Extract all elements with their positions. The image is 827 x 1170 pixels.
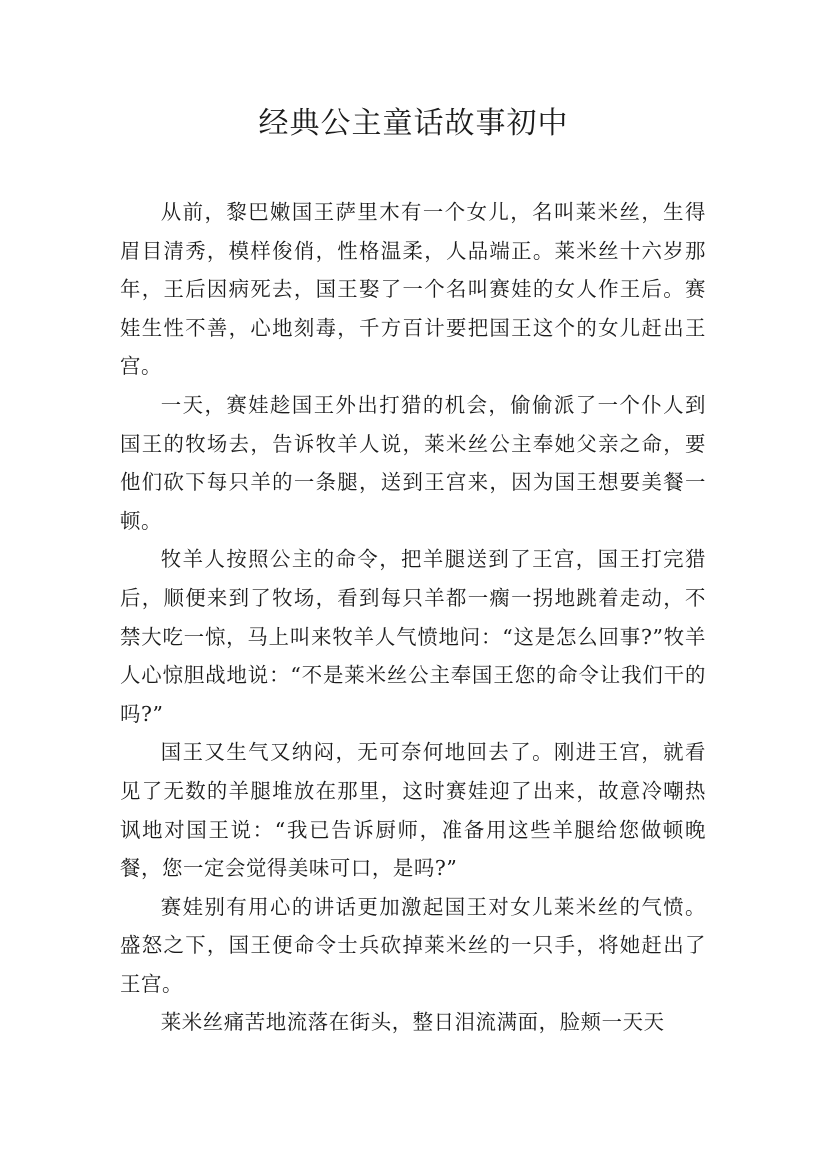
paragraph: 赛娃别有用心的讲话更加激起国王对女儿莱米丝的气愤。盛怒之下，国王便命令士兵砍掉莱米丝的一只手，将她赶出了王宫。 bbox=[120, 894, 706, 996]
paragraph: 国王又生气又纳闷，无可奈何地回去了。刚进王宫，就看见了无数的羊腿堆放在那里，这时赛娃迎了出来，故意冷嘲热讽地对国王说：“我已告诉厨师，准备用这些羊腿给您做顿晚餐，您一定会觉得美味可口，是吗?” bbox=[120, 740, 706, 881]
document-title: 经典公主童话故事初中 bbox=[258, 106, 569, 141]
paragraph: 一天，赛娃趁国王外出打猎的机会，偷偷派了一个仆人到国王的牧场去，告诉牧羊人说，莱米丝公主奉她父亲之命，要他们砍下每只羊的一条腿，送到王宫来，因为国王想要美餐一顿。 bbox=[120, 392, 706, 533]
paragraph: 莱米丝痛苦地流落在街头，整日泪流满面，脸颊一天天 bbox=[160, 1010, 665, 1035]
paragraph: 从前，黎巴嫩国王萨里木有一个女儿，名叫莱米丝，生得眉目清秀，模样俊俏，性格温柔，人品端正。莱米丝十六岁那年，王后因病死去，国王娶了一个名叫赛娃的女人作王后。赛娃生性不善，心地刻毒，千方百计要把国王这个的女儿赶出王宫。 bbox=[120, 200, 706, 379]
paragraph: 牧羊人按照公主的命令，把羊腿送到了王宫，国王打完猎后，顺便来到了牧场，看到每只羊都一瘸一拐地跳着走动，不禁大吃一惊，马上叫来牧羊人气愤地问：“这是怎么回事?”牧羊人心惊胆战地说：“不是莱米丝公主奉国王您的命令让我们干的吗?” bbox=[120, 547, 706, 726]
document-body bbox=[120, 193, 706, 1042]
